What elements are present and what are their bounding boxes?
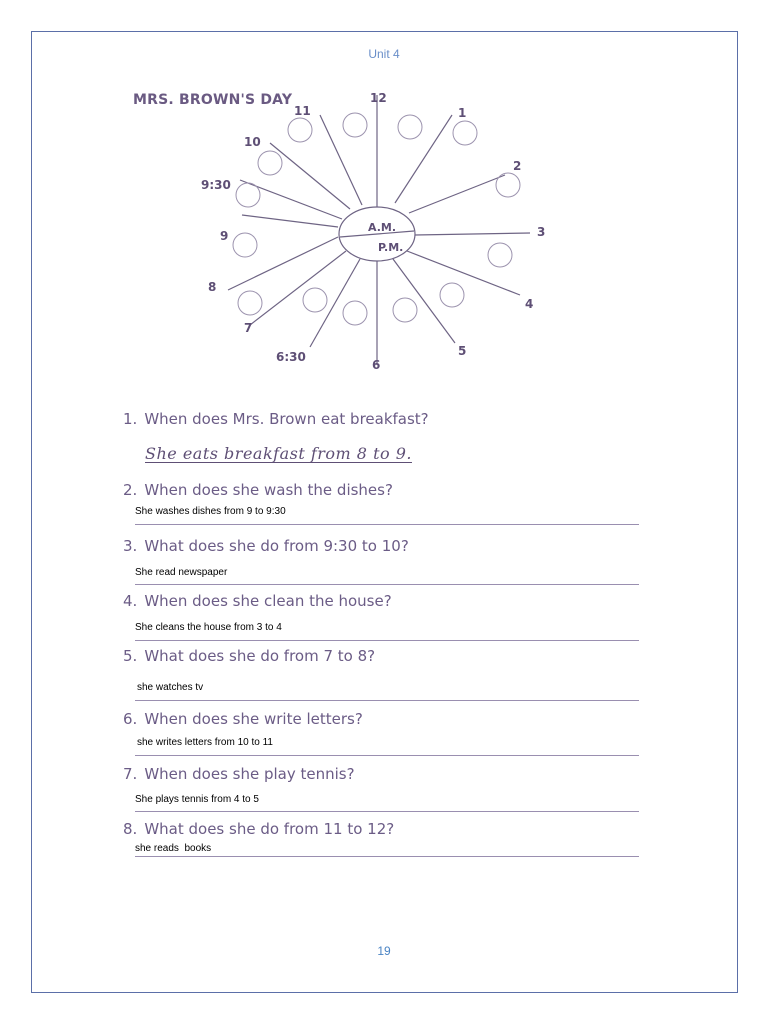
question-number: 7. [123, 765, 138, 783]
hour-label-3: 3 [537, 225, 546, 239]
question-number: 8. [123, 820, 138, 838]
question-number: 2. [123, 481, 138, 499]
question-text: When does she write letters? [144, 710, 363, 728]
figure-title: MRS. BROWN'S DAY [133, 92, 293, 108]
question-4 [123, 592, 392, 610]
answer-line-2 [135, 524, 639, 525]
answer-line-4 [135, 640, 639, 641]
question-number: 3. [123, 537, 138, 555]
question-text: What does she do from 7 to 8? [144, 647, 376, 665]
question-text: When does she clean the house? [144, 592, 392, 610]
answer-3[interactable]: She read newspaper [135, 567, 228, 578]
page-header: Unit 4 [368, 47, 400, 61]
hour-label-1: 1 [458, 106, 467, 120]
question-1 [123, 410, 429, 428]
answer-line-8 [135, 856, 639, 857]
question-8 [123, 820, 394, 838]
question-number: 4. [123, 592, 138, 610]
question-7 [123, 765, 355, 783]
question-number: 5. [123, 647, 138, 665]
question-text: When does she wash the dishes? [144, 481, 393, 499]
question-2 [123, 481, 393, 499]
hour-label-10: 10 [244, 135, 261, 149]
answer-2[interactable]: She washes dishes from 9 to 9:30 [135, 506, 286, 517]
hour-label-930: 9:30 [201, 178, 231, 192]
question-number: 1. [123, 410, 138, 428]
answer-line-3 [135, 584, 639, 585]
answer-7[interactable]: She plays tennis from 4 to 5 [135, 794, 259, 805]
answer-1: She eats breakfast from 8 to 9. [145, 444, 412, 463]
question-text: When does Mrs. Brown eat breakfast? [144, 410, 429, 428]
question-6 [123, 710, 363, 728]
hour-label-4: 4 [525, 297, 534, 311]
hour-label-7: 7 [244, 321, 253, 335]
question-text: What does she do from 11 to 12? [144, 820, 395, 838]
question-number: 6. [123, 710, 138, 728]
answer-4[interactable]: She cleans the house from 3 to 4 [135, 622, 282, 633]
question-3 [123, 537, 409, 555]
answer-line-5 [135, 700, 639, 701]
question-text: What does she do from 9:30 to 10? [144, 537, 409, 555]
answer-5[interactable]: she watches tv [137, 682, 204, 693]
hour-label-2: 2 [513, 159, 522, 173]
question-text: When does she play tennis? [144, 765, 355, 783]
hour-label-8: 8 [208, 280, 217, 294]
hour-label-5: 5 [458, 344, 467, 358]
answer-6[interactable]: she writes letters from 10 to 11 [137, 737, 273, 748]
question-5 [123, 647, 375, 665]
pm-label: P.M. [378, 241, 404, 254]
hour-label-630: 6:30 [276, 350, 306, 364]
am-label: A.M. [368, 221, 397, 234]
answer-8[interactable]: she reads books [135, 843, 212, 854]
hour-label-11: 11 [294, 104, 311, 118]
page-number: 19 [377, 944, 391, 958]
daily-clock-illustration [190, 85, 570, 375]
answer-line-7 [135, 811, 639, 812]
answer-line-6 [135, 755, 639, 756]
hour-label-6: 6 [372, 358, 381, 372]
hour-label-12: 12 [370, 91, 387, 105]
hour-label-9: 9 [220, 229, 229, 243]
